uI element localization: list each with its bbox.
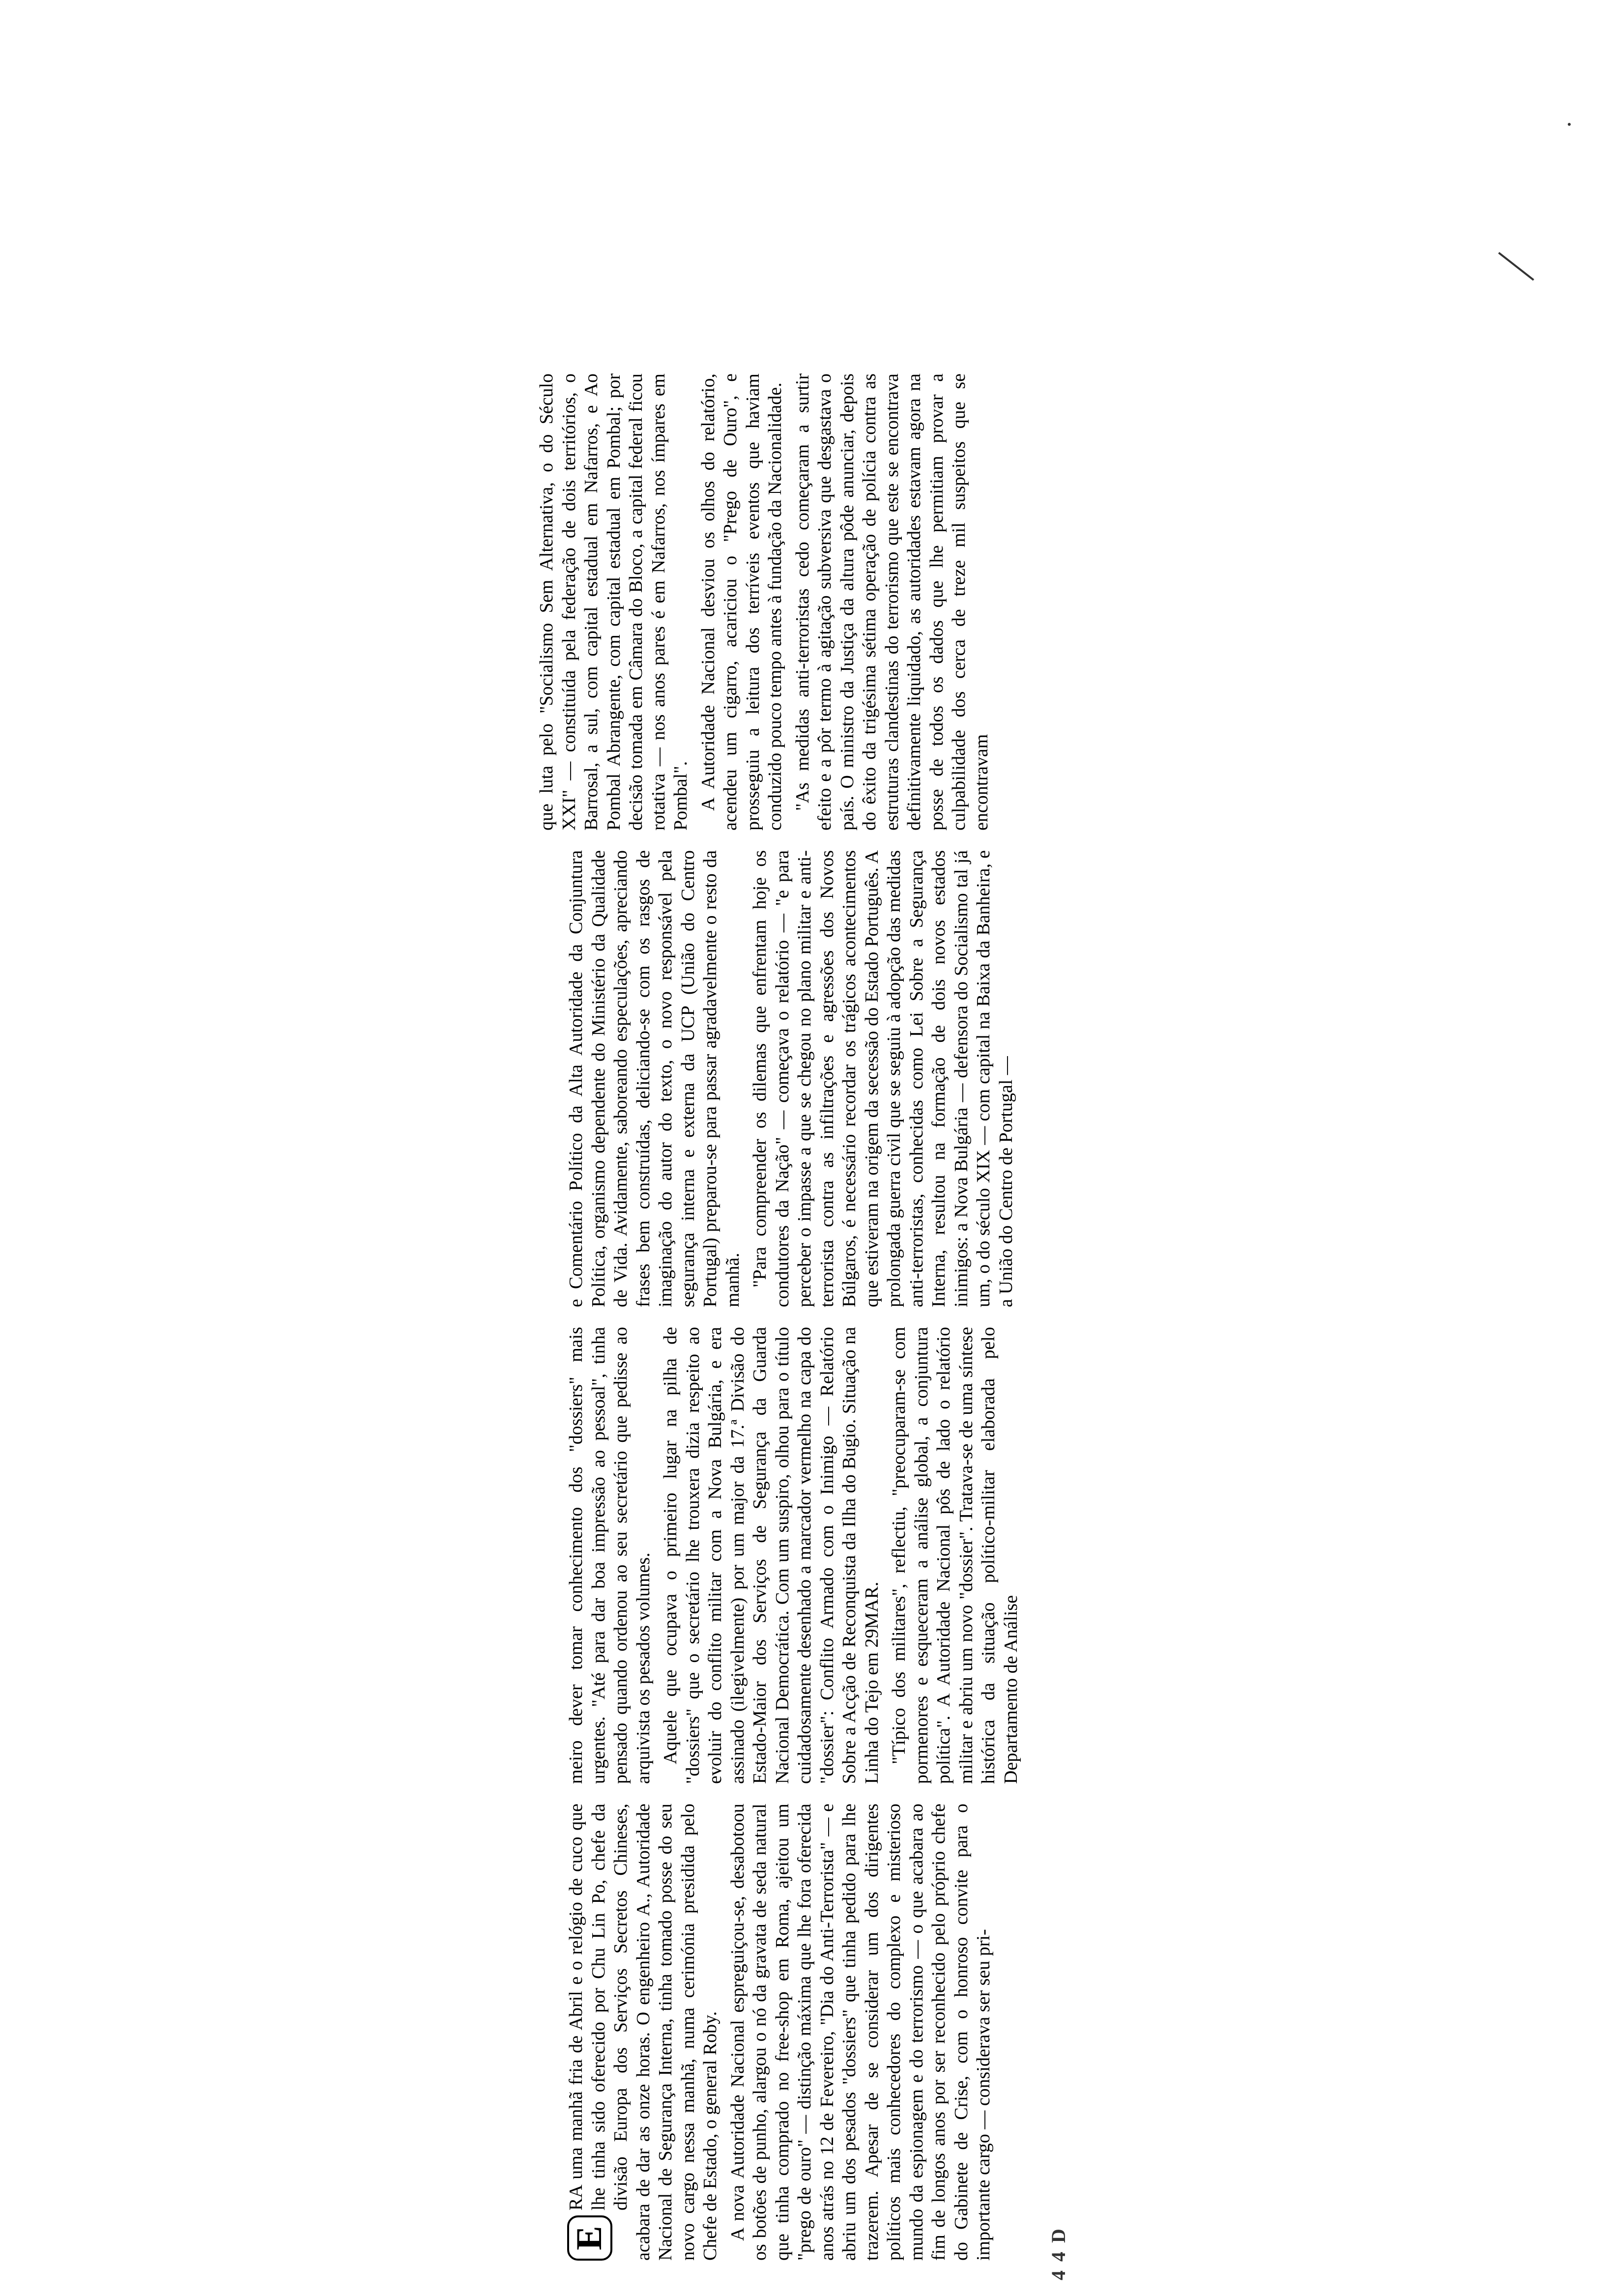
- paragraph: "Típico dos militares", reflectiu, "preocuparam-se com pormenores e esqueceram a análise global, a conjuntura política". A Autoridade Nacional pôs de lado o relatório militar e abriu um novo "dossier". Tratava-se de uma síntese histórica da situação político-militar elaborada pelo Departamento de Análise: [889, 1327, 1021, 1784]
- paragraph: A nova Autoridade Nacional espreguiçou-se, desabotoou os botões de punho, alargou o nó da gravata de seda natural que tinha comprado no free-shop em Roma, ajeitou um "prego de ouro" — distinção máxima que lhe fora oferecida anos atrás no 12 de Fevereiro, "Dia do Anti-Terrorista" — e abriu um dos pesados "dossiers" que tinha pedido para lhe trazerem. Apesar de se considerar um dos dirigentes políticos mais conhecedores do complexo e misterioso mundo da espionagem e do terrorismo — o que acabara ao fim de longos anos por ser reconhecido pelo próprio chefe do Gabinete de Crise, com o honroso convite para o importante cargo — considerava ser seu pri-: [727, 1804, 994, 2261]
- paragraph: A Autoridade Nacional desviou os olhos do relatório, acendeu um cigarro, acariciou o "Prego de Ouro", e prosseguiu a leitura dos terríveis eventos que haviam conduzido pouco tempo antes à fundação da Nacionalidade.: [697, 373, 785, 831]
- rotated-newspaper-page: [536, 79, 1076, 2280]
- article-column-1: [565, 1804, 1076, 2261]
- paragraph: que luta pelo "Socialismo Sem Alternativa, o do Século XXI" — constituída pela federação de dois territórios, o Barrosal, a sul, com capital estadual em Nafarros, e Ao Pombal Abrangente, com capital estadual em Pombal; por decisão tomada em Câmara do Bloco, a capital federal ficou rotativa — nos anos pares é em Nafarros, nos ímpares em Pombal".: [536, 373, 691, 831]
- paragraph: E RA uma manhã fria de Abril e o relógio de cuco que lhe tinha sido oferecido por Chu Lin Po, chefe da divisão Europa dos Serviços Secretos Chineses, acabara de dar as onze horas. O engenheiro A., Autoridade Nacional de Segurança Interna, tinha tomado posse do seu novo cargo nessa manhã, numa cerimónia presidida pelo Chefe de Estado, o general Roby.: [566, 1804, 720, 2261]
- paragraph: Aquele que ocupava o primeiro lugar na pilha de "dossiers" que o secretário lhe trouxera dizia respeito ao evoluir do conflito militar com a Nova Bulgária, e era assinado (ilegivelmente) por um major da 17.ª Divisão do Estado-Maior dos Serviços de Segurança da Guarda Nacional Democrática. Com um suspiro, olhou para o título cuidadosamente desenhado a marcador vermelho na capa do "dossier": Conflito Armado com o Inimigo — Relatório Sobre a Acção de Reconquista da Ilha do Bugio. Situação na Linha do Tejo em 29MAR.: [660, 1327, 882, 1784]
- article-column-2: [565, 1327, 1076, 1784]
- paragraph: meiro dever tomar conhecimento dos "dossiers" mais urgentes. "Até para dar boa impressão ao pessoal", tinha pensado quando ordenou ao seu secretário que pedisse ao arquivista os pesados volumes.: [566, 1327, 654, 1784]
- paragraph: e Comentário Político da Alta Autoridade da Conjuntura Política, organismo dependente do Ministério da Qualidade de Vida. Avidamente, saboreando especulações, apreciando frases bem construídas, deliciando-se com os rasgos de imaginação do autor do texto, o novo responsável pela segurança interna e externa da UCP (União do Centro Portugal) preparou-se para passar agradavelmente o resto da manhã.: [566, 850, 743, 1307]
- scan-speck: [1568, 123, 1571, 126]
- paragraph: "As medidas anti-terroristas cedo começaram a surtir efeito e a pôr termo à agitação subversiva que desgastava o país. O ministro da Justiça da altura pôde anunciar, depois do êxito da trigésima sétima operação de polícia contra as estruturas clandestinas do terrorismo que este se encontrava definitivamente liquidado, as autoridades estavam agora na posse de todos os dados que lhe permitiam provar a culpabilidade dos cerca de treze mil suspeitos que se encontravam: [792, 373, 992, 831]
- article-column-4: [536, 373, 1076, 831]
- page-folio: 4 4 D: [1047, 2227, 1069, 2280]
- scan-mark: [1498, 252, 1534, 281]
- article-column-3: [565, 850, 1076, 1307]
- paragraph: "Para compreender os dilemas que enfrentam hoje os condutores da Nação" — começava o relatório — "e para perceber o impasse a que se chegou no plano militar e anti-terrorista contra as infiltrações e agressões dos Novos Búlgaros, é necessário recordar os trágicos acontecimentos que estiveram na origem da secessão do Estado Português. A prolongada guerra civil que se seguiu à adopção das medidas anti-terroristas, conhecidas como Lei Sobre a Segurança Interna, resultou na formação de dois novos estados inimigos: a Nova Bulgária — defensora do Socialismo tal já um, o do século XIX — com capital na Baixa da Banheira, e a União do Centro de Portugal —: [749, 850, 1016, 1307]
- drop-cap: E: [567, 2215, 612, 2261]
